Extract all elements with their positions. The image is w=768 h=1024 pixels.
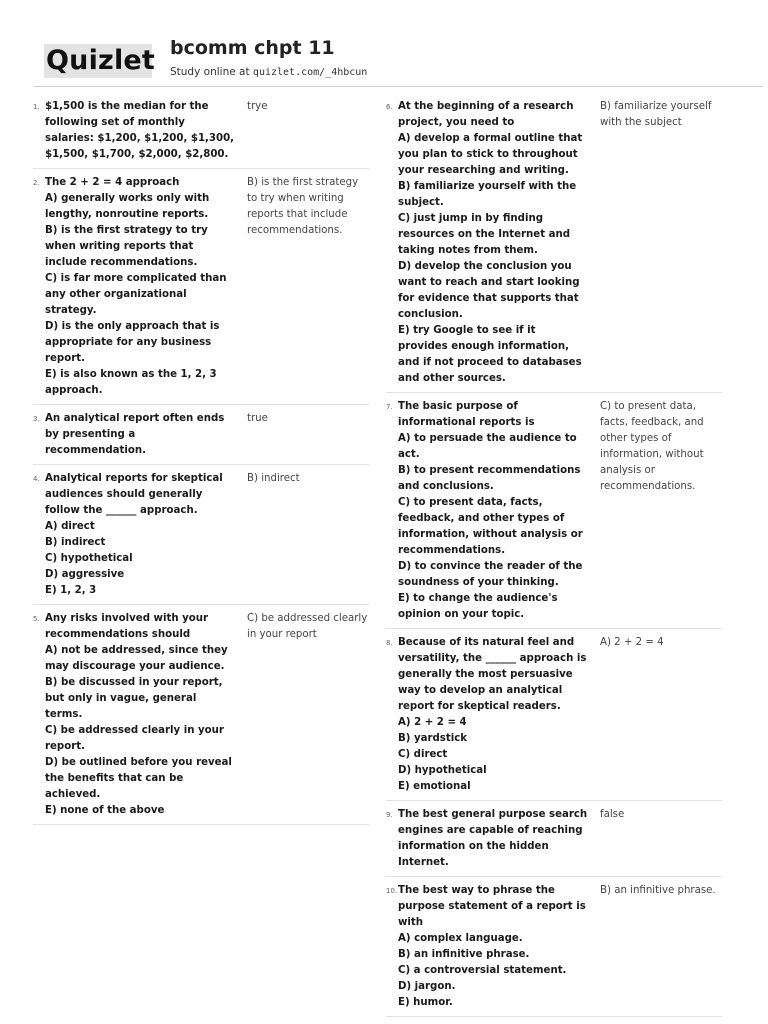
card-number: 4. [33, 475, 40, 483]
card-term: At the beginning of a research project, you need to A) develop a formal outline that you plan to stick to throughout your researching and writing. B) familiarize yourself with the subject. C) just jump in by finding resources on the Internet and taking notes from them. D) develop the conclusion you want to reach and start looking for evidence that supports that conclusion. E) try Google to see if it provides enough information, and if not proceed to databases and other sources. [398, 101, 583, 384]
card-number: 6. [386, 103, 393, 111]
flashcard-7 [386, 393, 722, 629]
flashcard-9 [386, 801, 722, 877]
card-definition: B) familiarize yourself with the subject [600, 101, 712, 128]
card-term: An analytical report often ends by presenting a recommendation. [45, 413, 225, 456]
card-number: 5. [33, 615, 40, 623]
card-term: Because of its natural feel and versatility, the ______ approach is generally the most persuasive way to develop an analytical report for skeptical readers. A) 2 + 2 = 4 B) yardstick C) direct D) hypothetical E) emotional [398, 637, 587, 792]
card-definition: trye [247, 101, 268, 112]
card-term: The basic purpose of informational reports is A) to persuade the audience to act. B) to present recommendations and conclusions. C) to present data, facts, feedback, and other types of information, without analysis or recommendations. D) to convince the reader of the soundness of your thinking. E) to change the audience's opinion on your topic. [398, 401, 583, 620]
set-title: bcomm chpt 11 [170, 37, 335, 59]
study-prefix: Study online at [170, 66, 253, 78]
card-definition: A) 2 + 2 = 4 [600, 637, 664, 648]
card-definition: B) is the first strategy to try when writing reports that include recommendations. [247, 177, 359, 236]
card-definition: false [600, 809, 625, 820]
card-number: 2. [33, 179, 40, 187]
card-number: 8. [386, 639, 393, 647]
flashcard-1 [33, 93, 369, 169]
quizlet-logo[interactable]: Quizlet [46, 45, 156, 76]
flashcard-6 [386, 93, 722, 393]
card-term: The 2 + 2 = 4 approach A) generally works only with lengthy, nonroutine reports. B) is the first strategy to try when writing reports that include recommendations. C) is far more complicated than any other organizational strategy. D) is the only approach that is appropriate for any business report. E) is also known as the 1, 2, 3 approach. [45, 177, 227, 396]
card-number: 3. [33, 415, 40, 423]
card-term: The best way to phrase the purpose statement of a report is with A) complex language. B) an infinitive phrase. C) a controversial statement. D) jargon. E) humor. [398, 885, 586, 1008]
flashcard-10 [386, 877, 722, 1017]
card-definition: true [247, 413, 268, 424]
card-term: Any risks involved with your recommendations should A) not be addressed, since they may discourage your audience. B) be discussed in your report, but only in vague, general terms. C) be addressed clearly in your report. D) be outlined before you reveal the benefits that can be achieved. E) none of the above [45, 613, 232, 816]
card-definition: C) be addressed clearly in your report [247, 613, 368, 640]
card-number: 1. [33, 103, 40, 111]
card-term: The best general purpose search engines are capable of reaching information on the hidden Internet. [398, 809, 588, 868]
flashcard-8 [386, 629, 722, 801]
card-term: $1,500 is the median for the following set of monthly salaries: $1,200, $1,200, $1,300, $1,500, $1,700, $2,000, $2,800. [45, 101, 235, 160]
card-definition: C) to present data, facts, feedback, and other types of information, without analysis or recommendations. [600, 401, 704, 492]
flashcard-3 [33, 405, 369, 465]
flashcard-2 [33, 169, 369, 405]
study-online-line [170, 66, 367, 78]
card-definition: B) an infinitive phrase. [600, 885, 716, 896]
page-header [0, 0, 768, 90]
card-number: 7. [386, 403, 393, 411]
card-term: Analytical reports for skeptical audiences should generally follow the ______ approach. A) direct B) indirect C) hypothetical D) aggressive E) 1, 2, 3 [45, 473, 223, 596]
flashcard-4 [33, 465, 369, 605]
card-number: 9. [386, 811, 393, 819]
flashcard-5 [33, 605, 369, 825]
study-url-link[interactable]: quizlet.com/_4hbcun [252, 67, 368, 78]
card-definition: B) indirect [247, 473, 300, 484]
card-number: 10. [386, 887, 398, 895]
left-column [33, 93, 369, 825]
header-divider [34, 86, 763, 87]
right-column [386, 93, 722, 1017]
